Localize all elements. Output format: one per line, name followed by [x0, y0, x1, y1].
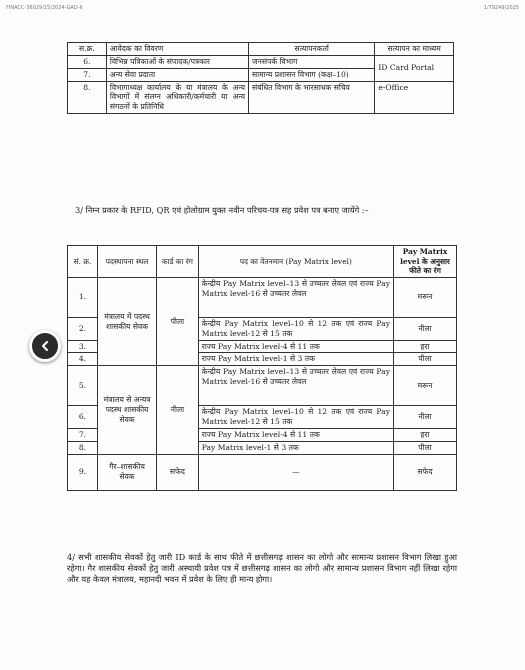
receipt-number: 1/79249/2025 — [483, 5, 519, 11]
cell-ribbon-color: हरा — [394, 340, 457, 353]
cell-serial: 2. — [68, 317, 98, 340]
paragraph-3: 3/ निम्न प्रकार के RFID, QR एवं होलोग्राम युक्त नवीन परिचय-पत्र सह प्रवेश पत्र बनाए जायेंगे :– — [75, 205, 369, 215]
col-header-ribbon-color: Pay Matrix level के अनुसार फीते का रंग — [394, 246, 457, 278]
cell-pay-level: राज्य Pay Matrix level-4 से 11 तक — [198, 429, 393, 442]
cell-pay-level: केन्द्रीय Pay Matrix level–10 से 12 तक एवं राज्य Pay Matrix level-12 से 15 तक — [198, 406, 393, 429]
table-row — [68, 81, 454, 114]
cell-pay-level: राज्य Pay Matrix level-4 से 11 तक — [198, 340, 393, 353]
cell-card-color: नीला — [157, 366, 199, 454]
cell-ribbon-color: नीला — [394, 317, 457, 340]
file-number: FINACC-36029/15/2024-GAD-II — [6, 5, 83, 11]
cell-posting: गैर–शासकीय सेवक — [97, 454, 156, 490]
cell-pay-level: — — [198, 454, 393, 490]
cell-serial: 8. — [68, 441, 98, 454]
cell-applicant: अन्य सेवा प्रदाता — [106, 68, 248, 81]
cell-pay-level: राज्य Pay Matrix level-1 से 3 तक — [198, 353, 393, 366]
cell-serial: 6. — [68, 406, 98, 429]
col-header-mode: सत्यापन का माध्यम — [375, 43, 454, 56]
cell-ribbon-color: मरून — [394, 277, 457, 317]
cell-card-color: सफेद — [157, 454, 199, 490]
table-row — [68, 454, 457, 490]
cell-serial: 6. — [68, 55, 107, 68]
id-card-table — [67, 245, 457, 491]
verification-table — [67, 42, 454, 114]
cell-ribbon-color: मरून — [394, 366, 457, 406]
cell-applicant: विभागाध्यक्ष कार्यालय के या मंत्रालय के अन्य विभागों में संलग्न अधिकारी/कर्मचारी या अन्य संगठनों के प्रतिनिधि — [106, 81, 248, 114]
cell-posting: मंत्रालय में पदस्थ शासकीय सेवक — [97, 277, 156, 365]
cell-applicant: विभिन्न पत्रिकाओं के संपादक/पत्रकार — [106, 55, 248, 68]
cell-serial: 4. — [68, 353, 98, 366]
table-header-row — [68, 43, 454, 56]
col-header-applicant: आवेदक का विवरण — [106, 43, 248, 56]
cell-serial: 7. — [68, 429, 98, 442]
col-header-serial: स.क्र. — [68, 43, 107, 56]
table-row — [68, 366, 457, 406]
col-header-card-color: कार्ड का रंग — [157, 246, 199, 278]
cell-verifier: जनसंपर्क विभाग — [249, 55, 375, 68]
cell-mode: e-Office — [375, 81, 454, 114]
cell-ribbon-color: पीला — [394, 441, 457, 454]
table-row — [68, 55, 454, 68]
cell-serial: 7. — [68, 68, 107, 81]
cell-posting: मंत्रालय से अन्यत्र पदस्थ शासकीय सेवक — [97, 366, 156, 454]
cell-serial: 9. — [68, 454, 98, 490]
paragraph-4: 4/ सभी शासकीय सेवकों हेतु जारी ID कार्ड के साथ फीते में छत्तीसगढ़ शासन का लोगो और सामान्य प्रशासन विभाग लिखा हुआ रहेगा। गैर शासकीय सेवकों हेतु जारी अस्थायी प्रवेश पत्र में छत्तीसगढ़ शासन का लोगो और सामान्य प्रशासन विभाग नहीं लिखा रहेगा और यह केवल मंत्रालय, महानदी भवन में प्रवेश के लिए ही मान्य होगा। — [67, 552, 457, 585]
cell-serial: 1. — [68, 277, 98, 317]
col-header-posting: पदस्थापना स्थल — [97, 246, 156, 278]
col-header-pay-level: पद का वेतनमान (Pay Matrix level) — [198, 246, 393, 278]
cell-verifier: संबंधित विभाग के भारसाधक सचिव — [249, 81, 375, 114]
previous-page-button[interactable] — [29, 330, 61, 362]
cell-ribbon-color: सफेद — [394, 454, 457, 490]
cell-ribbon-color: नीला — [394, 406, 457, 429]
cell-pay-level: केन्द्रीय Pay Matrix level–13 से उच्चतर लेवल एवं राज्य Pay Matrix level-16 से उच्चतर लेवल — [198, 366, 393, 406]
table-row — [68, 277, 457, 317]
col-header-verifier: सत्यापनकर्ता — [249, 43, 375, 56]
table-header-row — [68, 246, 457, 278]
cell-serial: 3. — [68, 340, 98, 353]
document-header — [6, 5, 519, 11]
cell-ribbon-color: हरा — [394, 429, 457, 442]
chevron-left-icon — [39, 340, 51, 352]
cell-verifier: सामान्य प्रशासन विभाग (कक्ष–10) — [249, 68, 375, 81]
cell-pay-level: केन्द्रीय Pay Matrix level–10 से 12 तक एवं राज्य Pay Matrix level-12 से 15 तक — [198, 317, 393, 340]
cell-pay-level: केन्द्रीय Pay Matrix level–13 से उच्चतर लेवल एवं राज्य Pay Matrix level-16 से उच्चतर लेवल — [198, 277, 393, 317]
cell-ribbon-color: पीला — [394, 353, 457, 366]
col-header-serial: सं. क्र. — [68, 246, 98, 278]
cell-card-color: पीला — [157, 277, 199, 365]
cell-serial: 5. — [68, 366, 98, 406]
cell-pay-level: Pay Matrix level-1 से 3 तक — [198, 441, 393, 454]
cell-serial: 8. — [68, 81, 107, 114]
cell-mode: ID Card Portal — [375, 55, 454, 81]
